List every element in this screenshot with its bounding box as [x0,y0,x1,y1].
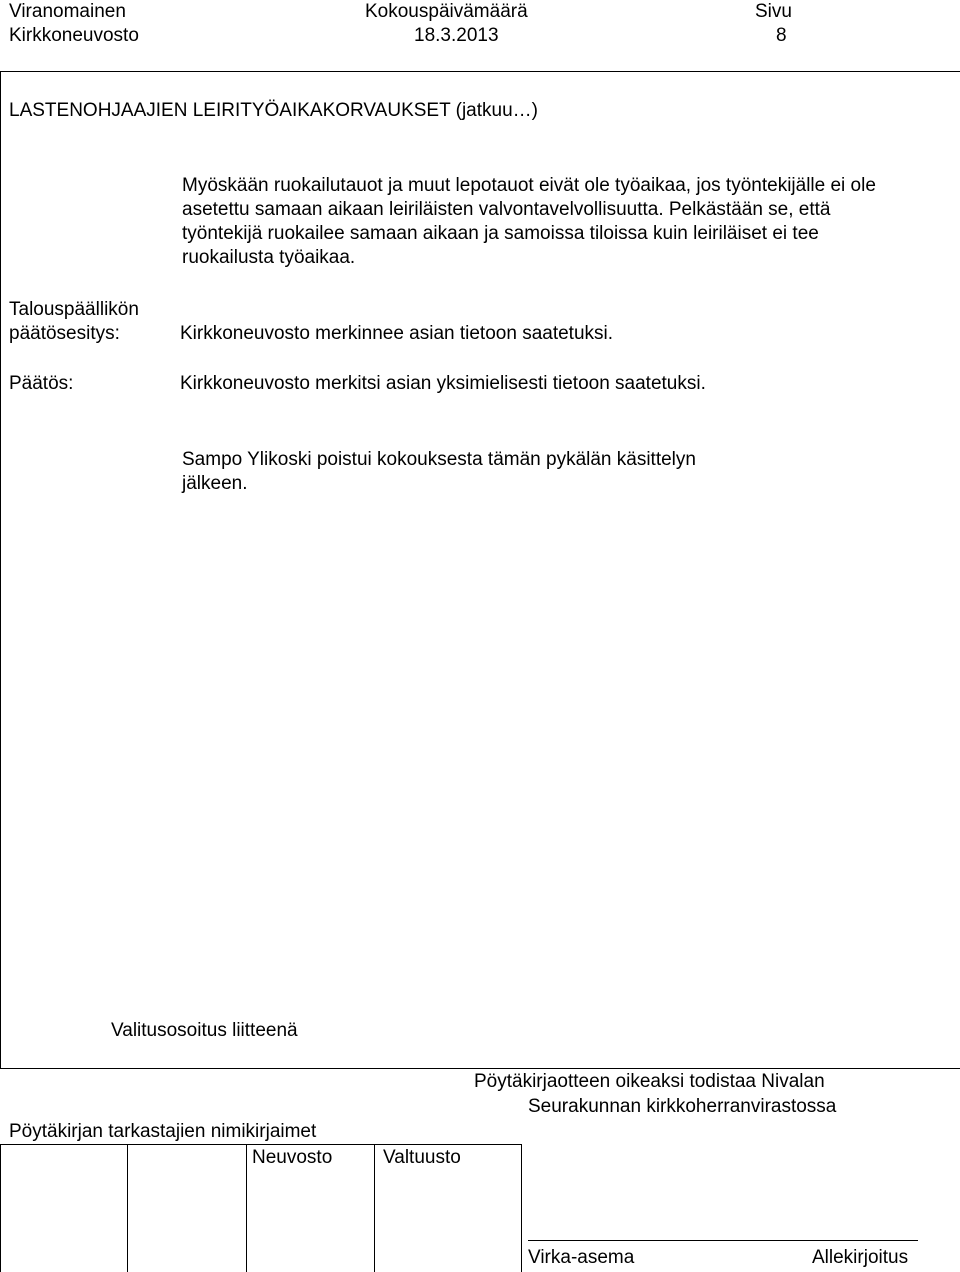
certification-line2: Seurakunnan kirkkoherranvirastossa [528,1096,837,1117]
initials-table-title: Pöytäkirjan tarkastajien nimikirjaimet [9,1121,317,1142]
header-page-label: Sivu [755,1,792,22]
header-date-label: Kokouspäivämäärä [365,1,528,22]
note-paragraph: Sampo Ylikoski poistui kokouksesta tämän pykälän käsittelyn jälkeen. [182,449,696,494]
council-label: Neuvosto [252,1147,333,1168]
appeal-text: Valitusosoitus liitteenä [111,1020,298,1041]
position-label: Virka-asema [528,1247,635,1268]
content-box-bottom-border [0,1068,960,1069]
initials-table-divider-3 [374,1144,375,1272]
decision-text: Kirkkoneuvosto merkitsi asian yksimielisesti tietoon saatetuksi. [180,373,706,394]
header-page-value: 8 [776,25,787,46]
initials-table-top-border [0,1144,522,1145]
initials-table-left-border [0,1144,1,1272]
body-paragraph: Myöskään ruokailutauot ja muut lepotauot eivät ole työaikaa, jos työntekijälle ei ole asetettu samaan aikaan leiriläisten valvontavelvollisuutta. Pelkästään se, että työntekijä ruokailee samaan aikaan ja samoissa tiloissa kuin leiriläiset ei tee ruokailusta työaikaa. [182,175,876,268]
header-authority-label: Viranomainen [9,1,126,22]
initials-table-divider-1 [127,1144,128,1272]
proposal-label-line1: Talouspäällikön [9,299,139,320]
content-box-left-border [0,71,1,1069]
decision-label: Päätös: [9,373,74,394]
initials-table-divider-2 [246,1144,247,1272]
certification-line1: Pöytäkirjaotteen oikeaksi todistaa Nivalan [474,1071,825,1092]
signature-line [528,1240,918,1241]
content-box-top-border [0,71,960,72]
assembly-label: Valtuusto [383,1147,461,1168]
header-date-value: 18.3.2013 [414,25,499,46]
signature-label: Allekirjoitus [812,1247,909,1268]
section-title: LASTENOHJAAJIEN LEIRITYÖAIKAKORVAUKSET (jatkuu…) [9,100,538,121]
header-authority-value: Kirkkoneuvosto [9,25,139,46]
proposal-text: Kirkkoneuvosto merkinnee asian tietoon saatetuksi. [180,323,614,344]
proposal-label-line2: päätösesitys: [9,323,120,344]
initials-table-right-border [521,1144,522,1272]
